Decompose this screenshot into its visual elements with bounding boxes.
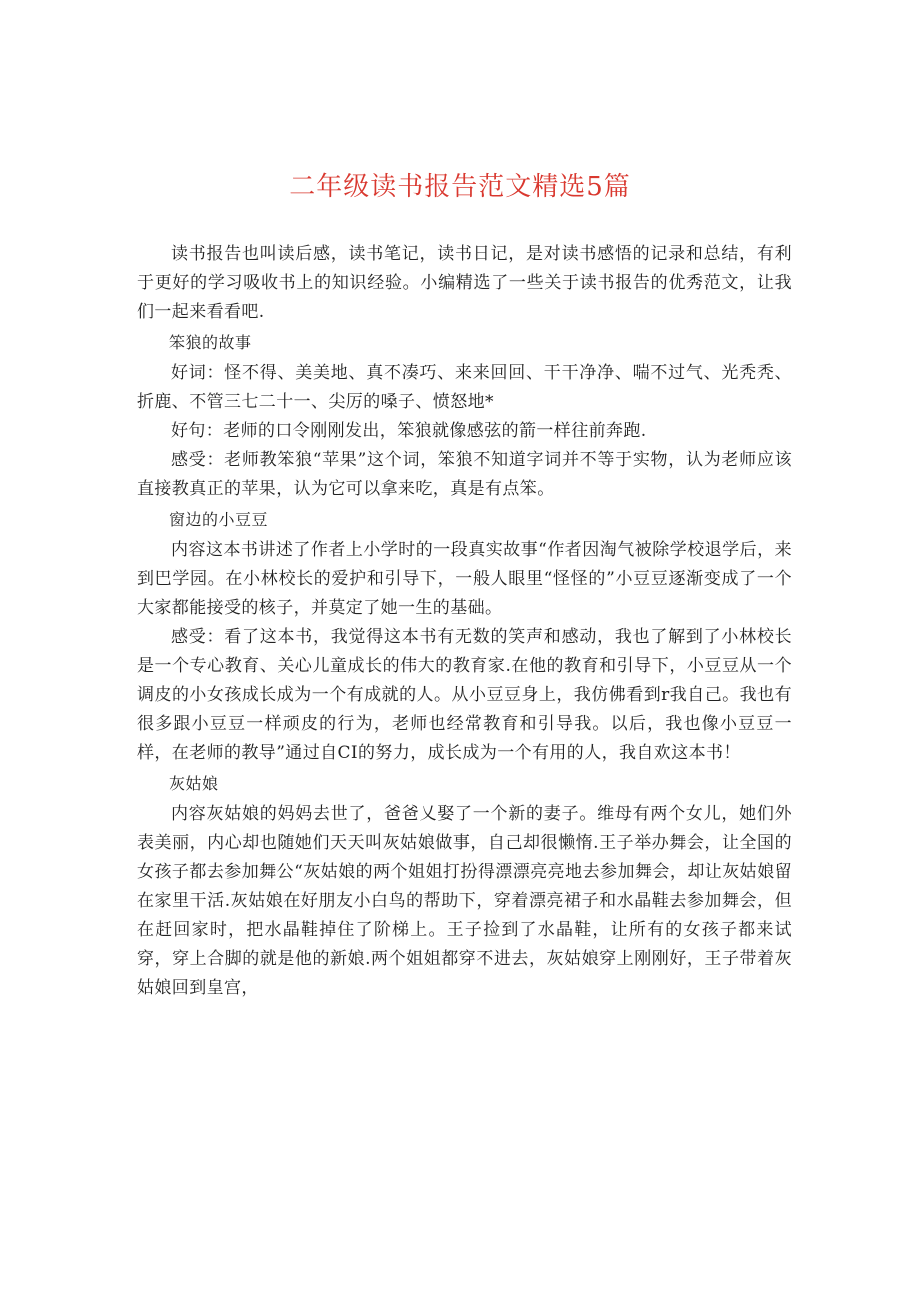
content-paragraph-totto-chan: 内容这本书讲述了作者上小学时的一段真实故事“作者因淘气被除学校退学后，来到巴学园。在小林校长的爱护和引导下，一般人眼里“怪怪的”小豆豆逐渐变成了一个大家都能接受的核子，并莫定了她一生的基础。 <box>137 540 792 618</box>
good-words-paragraph: 好词：怪不得、美美地、真不凑巧、来来回回、干干净净、喘不过气、光秃秃、折鹿、不管三七二十一、尖厉的嗓子、愤怒地* <box>137 363 792 412</box>
section-heading-totto-chan: 窗边的小豆豆 <box>169 510 269 529</box>
feeling-paragraph-ben-lang: 感受：老师教笨狼“苹果”这个词，笨狼不知道字词并不等于实物，认为老师应该直接教真正的苹果，认为它可以拿来吃，真是有点笨。 <box>137 450 792 499</box>
intro-paragraph: 读书报告也叫读后感，读书笔记，读书日记，是对读书感悟的记录和总结，有利于更好的学习吸收书上的知识经验。小编精选了一些关于读书报告的优秀范文，让我们一起来看看吧. <box>137 244 792 322</box>
section-heading-ben-lang: 笨狼的故事 <box>169 333 252 352</box>
good-sentences-paragraph: 好句：老师的口令刚刚发出，笨狼就像感弦的箭一样往前奔跑. <box>171 421 647 441</box>
section-heading-cinderella: 灰姑娘 <box>169 774 219 793</box>
document-title: 二年级读书报告范文精选5篇 <box>289 172 631 202</box>
content-paragraph-cinderella: 内容灰姑娘的妈妈去世了，爸爸乂娶了一个新的妻子。维母有两个女儿，她们外表美丽，内心却也随她们天天叫灰姑娘做事，自己却很懒惰.王子举办舞会，让全国的女孩子都去参加舞公“灰姑娘的两个姐姐打扮得漂漂亮亮地去参加舞会，却让灰姑娘留在家里干活.灰姑娘在好朋友小白鸟的帮助下，穿着漂亮裙子和水晶鞋去参加舞会，但在赶回家时，把水晶鞋掉住了阶梯上。王子捡到了水晶鞋，让所有的女孩子都来试穿，穿上合脚的就是他的新娘.两个姐姐都穿不进去，灰姑娘穿上刚刚好，王子带着灰姑娘回到皇宫， <box>137 804 792 998</box>
document-body <box>137 240 792 1003</box>
feeling-paragraph-totto-chan: 感受：看了这本书，我觉得这本书有无数的笑声和感动，我也了解到了小林校长是一个专心教育、关心儿童成长的伟大的教育家.在他的教育和引导下，小豆豆从一个调皮的小女孩成长成为一个有成就的人。从小豆豆身上，我仿佛看到r我自己。我也有很多跟小豆豆一样顽皮的行为，老师也经常教育和引导我。以后，我也像小豆豆一样，在老师的教导”通过自CI的努力，成长成为一个有用的人，我自欢这本书！ <box>137 627 792 763</box>
